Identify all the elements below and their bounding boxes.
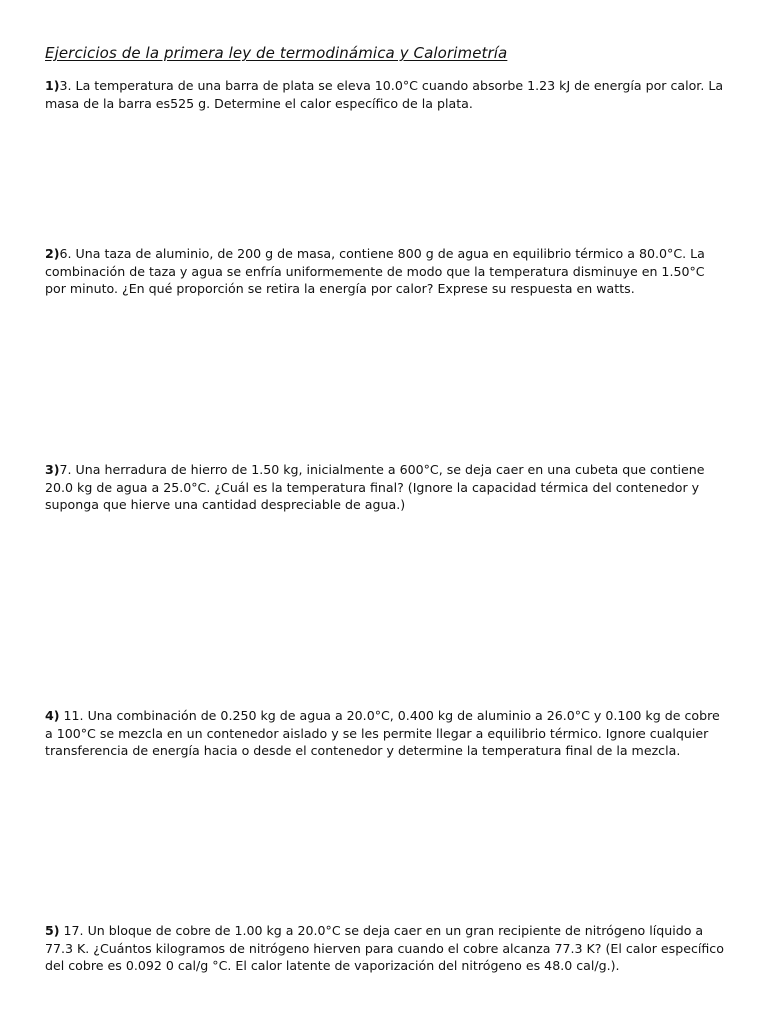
- document-title: Ejercicios de la primera ley de termodinámica y Calorimetría: [45, 44, 508, 62]
- exercise-number: 5): [45, 923, 60, 938]
- exercise-text: 7. Una herradura de hierro de 1.50 kg, inicialmente a 600°C, se deja caer en una cubeta que contiene 20.0 kg de agua a 25.0°C. ¿Cuál es la temperatura final? (Ignore la capacidad térmica del contenedor y suponga que hierve una cantidad despreciable de agua.): [45, 462, 705, 512]
- exercise-text: 3. La temperatura de una barra de plata se eleva 10.0°C cuando absorbe 1.23 kJ de energía por calor. La masa de la barra es525 g. Determine el calor específico de la plata.: [45, 78, 724, 111]
- exercise-text: 17. Un bloque de cobre de 1.00 kg a 20.0°C se deja caer en un gran recipiente de nitrógeno líquido a 77.3 K. ¿Cuántos kilogramos de nitrógeno hierven para cuando el cobre alcanza 77.3 K? (El calor específico del cobre es 0.092 0 cal/g °C. El calor latente de vaporización del nitrógeno es 48.0 cal/g.).: [45, 923, 724, 973]
- exercise-number: 4): [45, 708, 60, 723]
- exercise-number: 3): [45, 462, 60, 477]
- exercise-number: 2): [45, 246, 60, 261]
- exercise-number: 1): [45, 78, 60, 93]
- exercise-1: [45, 77, 725, 112]
- exercise-3: [45, 461, 725, 514]
- exercise-2: [45, 245, 725, 298]
- exercise-4: [45, 707, 725, 760]
- exercise-text: 11. Una combinación de 0.250 kg de agua a 20.0°C, 0.400 kg de aluminio a 26.0°C y 0.100 kg de cobre a 100°C se mezcla en un contenedor aislado y se les permite llegar a equilibrio térmico. Ignore cualquier transferencia de energía hacia o desde el contenedor y determine la temperatura final de la mezcla.: [45, 708, 720, 758]
- exercise-text: 6. Una taza de aluminio, de 200 g de masa, contiene 800 g de agua en equilibrio térmico a 80.0°C. La combinación de taza y agua se enfría uniformemente de modo que la temperatura disminuye en 1.50°C por minuto. ¿En qué proporción se retira la energía por calor? Exprese su respuesta en watts.: [45, 246, 705, 296]
- exercise-5: [45, 922, 725, 975]
